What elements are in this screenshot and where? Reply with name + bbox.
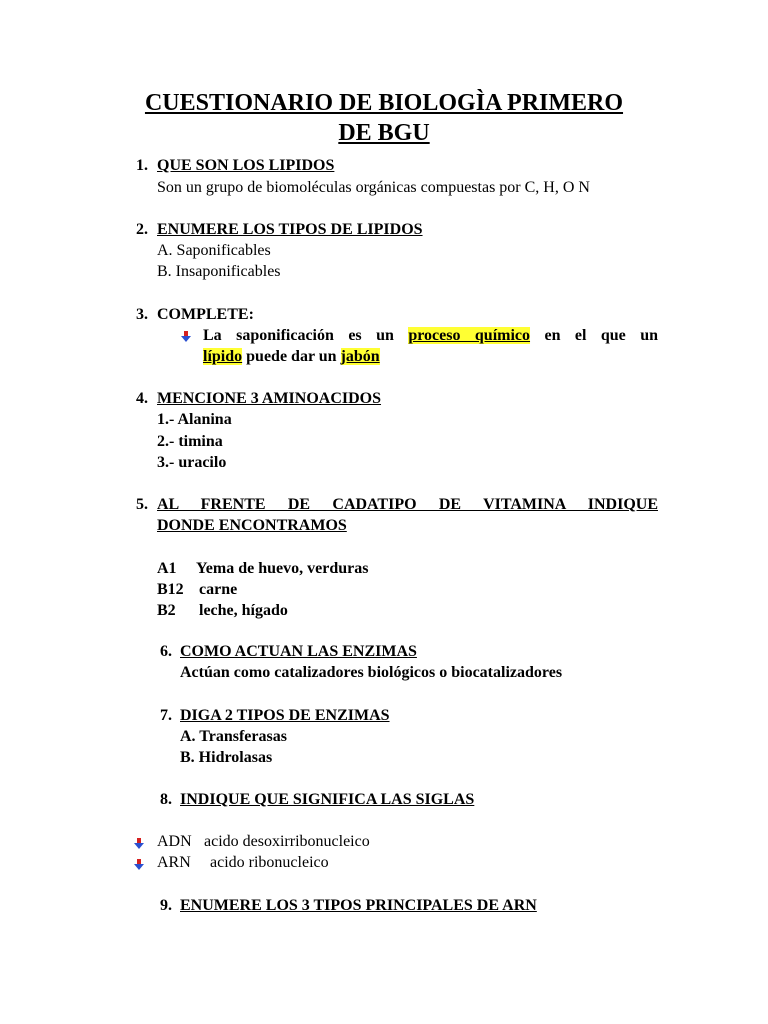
vitamin-code: A1 <box>157 560 177 577</box>
highlighted-answer: lípido <box>203 348 243 365</box>
question-number: 6. <box>160 643 172 660</box>
fill-in-text: en el que un <box>530 327 659 344</box>
question-heading: QUE SON LOS LIPIDOS <box>157 157 335 174</box>
page-title-line2: DE BGU <box>338 120 430 146</box>
question-number: 1. <box>136 157 148 174</box>
list-item: 2.- timina <box>157 433 223 450</box>
question-number: 5. <box>136 496 148 513</box>
fill-in-text: puede dar un <box>242 348 341 365</box>
list-item: 1.- Alanina <box>157 411 232 428</box>
question-heading: AL FRENTE DE CADATIPO DE VITAMINA INDIQUE <box>157 496 658 513</box>
page-title: CUESTIONARIO DE BIOLOGÌA PRIMERO <box>144 90 624 116</box>
vitamin-source: Yema de huevo, verduras <box>196 560 369 577</box>
question-heading-line2: DONDE ENCONTRAMOS <box>157 517 347 534</box>
list-item: A. Transferasas <box>180 728 287 745</box>
fill-in-line <box>203 347 380 367</box>
list-item: B. Hidrolasas <box>180 749 273 766</box>
arrow-bullet-icon <box>134 838 144 850</box>
question-number: 8. <box>160 791 172 808</box>
question-number: 2. <box>136 221 148 238</box>
acronym-code: ADN <box>157 833 192 850</box>
fill-in-text: La saponificación es un <box>203 327 409 344</box>
question-number: 3. <box>136 306 148 323</box>
list-item: B. Insaponificables <box>157 263 281 280</box>
vitamin-code: B2 <box>157 602 176 619</box>
acronym-code: ARN <box>157 854 191 871</box>
answer-text: Son un grupo de biomoléculas orgánicas compuestas por C, H, O N <box>157 179 590 196</box>
acronym-meaning: acido ribonucleico <box>210 854 329 871</box>
question-number: 7. <box>160 707 172 724</box>
list-item: A. Saponificables <box>157 242 271 259</box>
vitamin-source: leche, hígado <box>199 602 288 619</box>
arrow-bullet-icon <box>181 331 191 343</box>
answer-text: Actúan como catalizadores biológicos o biocatalizadores <box>180 664 563 681</box>
fill-in-line <box>203 326 658 346</box>
question-heading: COMPLETE: <box>157 306 254 323</box>
question-heading: ENUMERE LOS TIPOS DE LIPIDOS <box>157 221 423 238</box>
question-number: 4. <box>136 390 148 407</box>
question-heading: MENCIONE 3 AMINOACIDOS <box>157 390 382 407</box>
vitamin-source: carne <box>199 581 238 598</box>
vitamin-code: B12 <box>157 581 184 598</box>
arrow-bullet-icon <box>134 859 144 871</box>
question-number: 9. <box>160 897 172 914</box>
question-heading: COMO ACTUAN LAS ENZIMAS <box>180 643 417 660</box>
question-heading: DIGA 2 TIPOS DE ENZIMAS <box>180 707 390 724</box>
acronym-meaning: acido desoxirribonucleico <box>204 833 370 850</box>
question-heading: INDIQUE QUE SIGNIFICA LAS SIGLAS <box>180 791 475 808</box>
highlighted-answer: proceso químico <box>408 327 531 344</box>
highlighted-answer: jabón <box>340 348 380 365</box>
question-heading: ENUMERE LOS 3 TIPOS PRINCIPALES DE ARN <box>180 897 537 914</box>
list-item: 3.- uracilo <box>157 454 227 471</box>
